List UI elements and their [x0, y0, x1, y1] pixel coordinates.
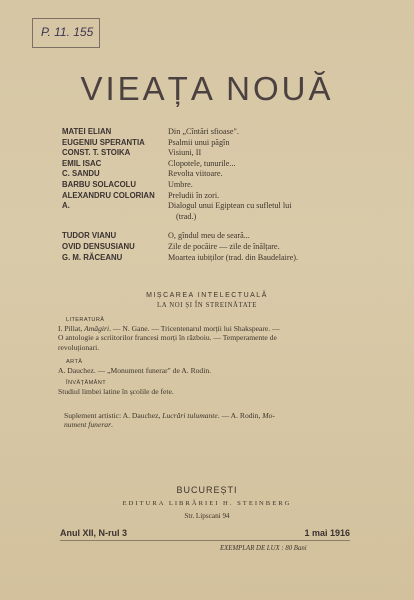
toc-author: ALEXANDRU COLORIAN — [62, 190, 155, 200]
toc-author: EUGENIU SPERANTIA — [62, 137, 145, 147]
section-heading: MIȘCAREA INTELECTUALĂ — [146, 292, 268, 299]
toc-title: Clopotele, tunurile... — [168, 158, 236, 168]
toc-author: MATEI ELIAN — [62, 127, 112, 136]
supplement-lead: Suplement artistic: A. Dauchez, — [64, 411, 163, 420]
table-of-contents — [62, 127, 372, 263]
literature-text — [58, 324, 358, 352]
toc-spacer — [62, 222, 372, 231]
imprint-street: Str. Lipscani 94 — [184, 512, 230, 520]
supplement-work-2b: nument funerar — [64, 420, 112, 430]
toc-row — [62, 191, 372, 202]
toc-row — [62, 127, 372, 138]
edition-price: EXEMPLAR DE LUX : 80 Bani — [220, 545, 307, 552]
toc-title: Psalmii unui păgîn — [168, 137, 230, 147]
supplement-line — [64, 411, 364, 420]
toc-title: Zile de pocăire — zile de înălțare. — [168, 241, 280, 251]
toc-title: Umbre. — [168, 179, 193, 189]
toc-row — [62, 148, 372, 159]
supplement-text — [64, 411, 364, 430]
education-text: Studiul limbei latine în școlile de fete. — [58, 387, 174, 396]
toc-row — [62, 180, 372, 191]
toc-row — [62, 201, 372, 212]
issue-date: 1 mai 1916 — [304, 528, 350, 538]
literature-line — [58, 324, 358, 333]
toc-row — [62, 231, 372, 242]
toc-row — [62, 242, 372, 253]
supplement-sep: . — A. Rodin, — [217, 411, 263, 420]
toc-row — [62, 169, 372, 180]
toc-author: G. M. RĂCEANU — [62, 252, 123, 262]
toc-title: Visiuni, II — [168, 148, 202, 158]
toc-author: C. SANDU — [62, 169, 100, 179]
toc-author: CONST. T. STOIKA — [62, 148, 131, 158]
imprint-city: BUCUREȘTI — [176, 485, 238, 495]
issue-row — [60, 528, 350, 538]
divider — [60, 540, 350, 541]
category-education: ÎNVĂȚĂMÂNT — [66, 380, 107, 386]
toc-author: EMIL ISAC — [62, 158, 102, 168]
toc-title: Din „Cîntări sfioase". — [168, 127, 239, 136]
literature-line: revoluționari. — [58, 342, 100, 352]
toc-author — [62, 212, 168, 223]
supplement-work-1: Lucrări tulumante — [162, 411, 218, 420]
literature-work: Amăgiri — [84, 324, 110, 333]
literature-line: O antologie a scriitorilor francesi morți în războiu. — Temperamente de — [58, 333, 277, 343]
toc-author: TUDOR VIANU — [62, 231, 117, 241]
toc-row — [62, 212, 372, 223]
toc-title: Preludii în zori. — [168, 190, 220, 200]
literature-author: I. Pillat, — [58, 324, 85, 333]
supplement-work-2a: Mo- — [262, 411, 275, 420]
toc-title: Moartea iubiților (trad. din Baudelaire). — [168, 252, 299, 262]
toc-row — [62, 138, 372, 149]
imprint-publisher: EDITURA LIBRĂRIEI H. STEINBERG — [122, 500, 292, 507]
category-art: ARTĂ — [66, 359, 83, 365]
journal-title: VIEAȚA NOUĂ — [80, 70, 334, 107]
toc-title: (trad.) — [176, 211, 197, 221]
literature-rest: . — N. Gane. — Tricentenarul morții lui Shakspeare. — — [109, 324, 280, 333]
toc-row — [62, 253, 372, 264]
supplement-end: . — [111, 420, 113, 430]
toc-author: BARBU SOLACOLU — [62, 179, 137, 189]
category-literature: LITERATURĂ — [66, 317, 105, 323]
section-subheading: LA NOI ȘI ÎN STREINĂTATE — [157, 302, 257, 309]
toc-author: A. — [62, 201, 70, 211]
issue-number: Anul XII, N-rul 3 — [60, 528, 128, 538]
toc-title: Dialogul unui Egiptean cu sufletul lui — [168, 201, 292, 211]
toc-title: Revolta viitoare. — [168, 169, 223, 179]
library-stamp: P. 11. 155 — [32, 18, 100, 48]
toc-title: O, gîndul meu de seară... — [168, 231, 250, 241]
art-text: A. Dauchez. — „Monument funerar" de A. Rodin. — [58, 366, 212, 375]
toc-row — [62, 159, 372, 170]
toc-author: OVID DENSUSIANU — [62, 241, 135, 251]
supplement-line — [64, 420, 364, 429]
